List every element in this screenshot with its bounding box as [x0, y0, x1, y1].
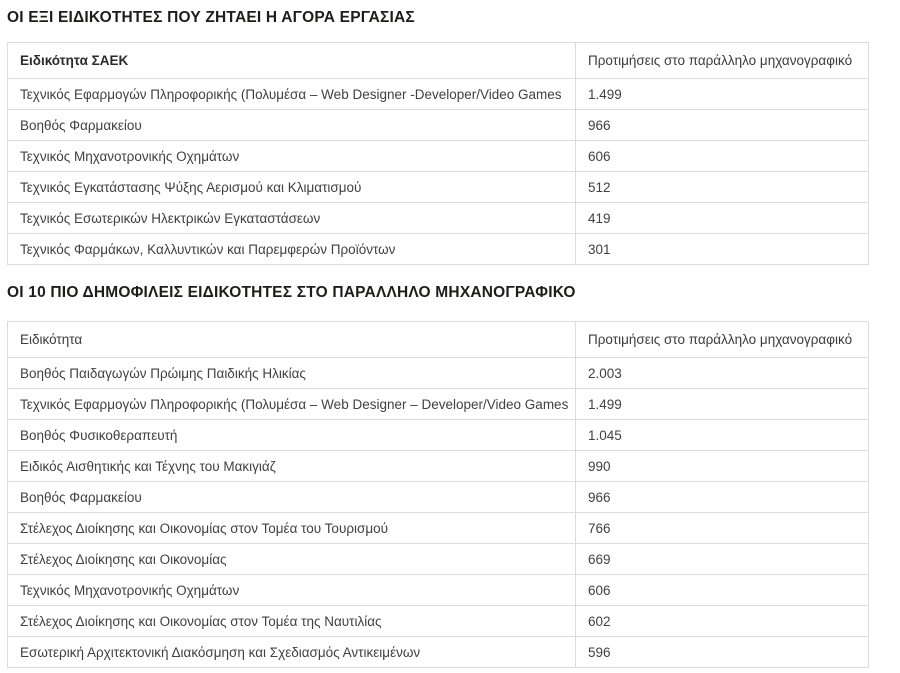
preferences-cell: 1.045: [576, 420, 869, 451]
preferences-cell: 990: [576, 451, 869, 482]
table-row: [8, 606, 869, 637]
table-market-demand-specialties: [7, 42, 869, 265]
specialty-cell: Τεχνικός Φαρμάκων, Καλλυντικών και Παρεμφερών Προϊόντων: [8, 234, 576, 265]
table-row: [8, 79, 869, 110]
table-row: [8, 203, 869, 234]
specialty-cell: Βοηθός Φυσικοθεραπευτή: [8, 420, 576, 451]
table-row: [8, 234, 869, 265]
table-row: [8, 358, 869, 389]
specialty-cell: Βοηθός Φαρμακείου: [8, 110, 576, 141]
specialty-cell: Ειδικός Αισθητικής και Τέχνης του Μακιγιάζ: [8, 451, 576, 482]
specialty-cell: Τεχνικός Εφαρμογών Πληροφορικής (Πολυμέσα – Web Designer -Developer/Video Games: [8, 79, 576, 110]
preferences-cell: 2.003: [576, 358, 869, 389]
table-row: [8, 482, 869, 513]
specialty-cell: Στέλεχος Διοίκησης και Οικονομίας στον Τομέα της Ναυτιλίας: [8, 606, 576, 637]
column-header-preferences: Προτιμήσεις στο παράλληλο μηχανογραφικό: [576, 43, 869, 79]
preferences-cell: 1.499: [576, 389, 869, 420]
preferences-cell: 766: [576, 513, 869, 544]
preferences-cell: 966: [576, 482, 869, 513]
specialty-cell: Βοηθός Φαρμακείου: [8, 482, 576, 513]
column-header-specialty: Ειδικότητα: [8, 322, 576, 358]
preferences-cell: 419: [576, 203, 869, 234]
column-header-preferences: Προτιμήσεις στο παράλληλο μηχανογραφικό: [576, 322, 869, 358]
section-title-most-popular: ΟΙ 10 ΠΙΟ ΔΗΜΟΦΙΛΕΙΣ ΕΙΔΙΚΟΤΗΤΕΣ ΣΤΟ ΠΑΡΑΛΛΗΛΟ ΜΗΧΑΝΟΓΡΑΦΙΚΟ: [7, 284, 576, 301]
preferences-cell: 669: [576, 544, 869, 575]
preferences-cell: 606: [576, 141, 869, 172]
section-title-market-demand: ΟΙ ΕΞΙ ΕΙΔΙΚΟΤΗΤΕΣ ΠΟΥ ΖΗΤΑΕΙ Η ΑΓΟΡΑ ΕΡΓΑΣΙΑΣ: [7, 9, 415, 26]
specialty-cell: Τεχνικός Μηχανοτρονικής Οχημάτων: [8, 575, 576, 606]
table-row: [8, 451, 869, 482]
table-row: [8, 110, 869, 141]
table-row: [8, 575, 869, 606]
specialty-cell: Τεχνικός Εφαρμογών Πληροφορικής (Πολυμέσα – Web Designer – Developer/Video Games: [8, 389, 576, 420]
specialty-cell: Τεχνικός Εγκατάστασης Ψύξης Αερισμού και Κλιματισμού: [8, 172, 576, 203]
specialty-cell: Βοηθός Παιδαγωγών Πρώιμης Παιδικής Ηλικίας: [8, 358, 576, 389]
table-row: [8, 513, 869, 544]
table-most-popular-specialties: [7, 321, 869, 668]
specialty-cell: Στέλεχος Διοίκησης και Οικονομίας: [8, 544, 576, 575]
table-header-row: [8, 322, 869, 358]
table-row: [8, 172, 869, 203]
preferences-cell: 1.499: [576, 79, 869, 110]
specialty-cell: Εσωτερική Αρχιτεκτονική Διακόσμηση και Σχεδιασμός Αντικειμένων: [8, 637, 576, 668]
preferences-cell: 596: [576, 637, 869, 668]
preferences-cell: 512: [576, 172, 869, 203]
table-row: [8, 420, 869, 451]
specialty-cell: Στέλεχος Διοίκησης και Οικονομίας στον Τομέα του Τουρισμού: [8, 513, 576, 544]
specialty-cell: Τεχνικός Εσωτερικών Ηλεκτρικών Εγκαταστάσεων: [8, 203, 576, 234]
table-header-row: [8, 43, 869, 79]
specialty-cell: Τεχνικός Μηχανοτρονικής Οχημάτων: [8, 141, 576, 172]
preferences-cell: 602: [576, 606, 869, 637]
column-header-specialty: Ειδικότητα ΣΑΕΚ: [8, 43, 576, 79]
table-row: [8, 141, 869, 172]
table-row: [8, 637, 869, 668]
table-row: [8, 544, 869, 575]
preferences-cell: 301: [576, 234, 869, 265]
table-row: [8, 389, 869, 420]
preferences-cell: 606: [576, 575, 869, 606]
preferences-cell: 966: [576, 110, 869, 141]
